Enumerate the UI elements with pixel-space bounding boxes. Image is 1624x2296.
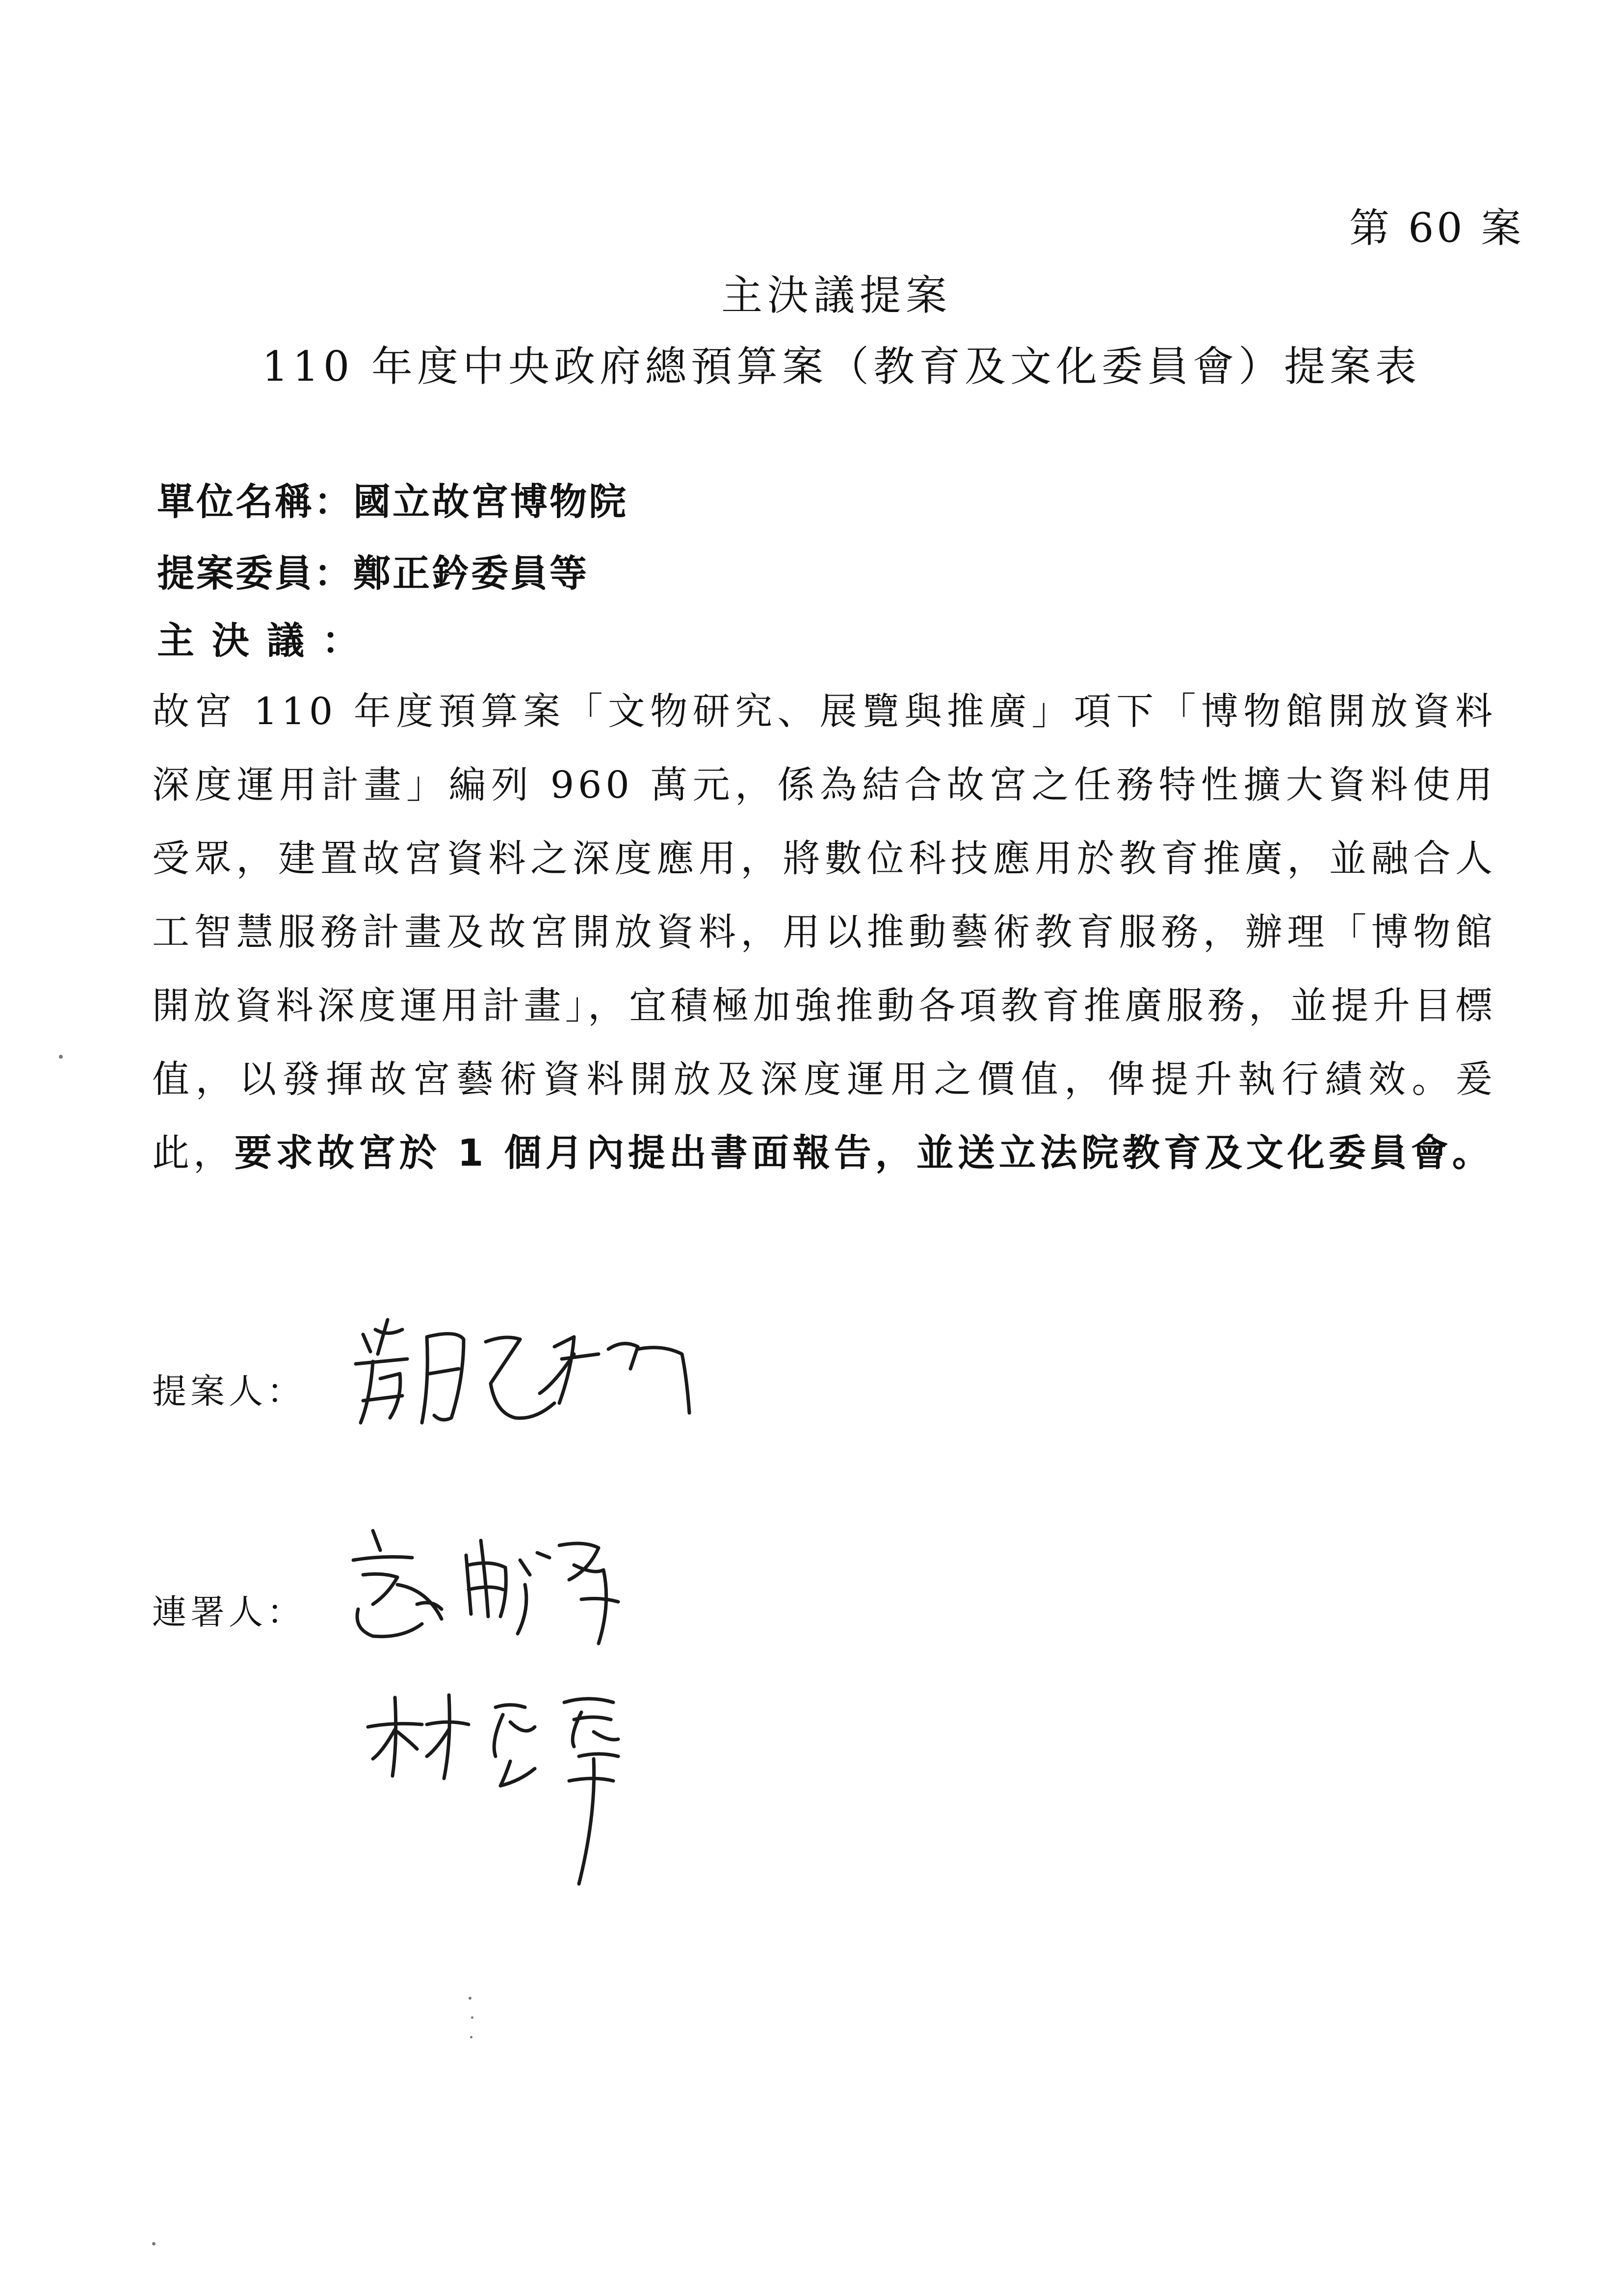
resolution-body-text: 故宮 110 年度預算案「文物研究、展覽與推廣」項下「博物館開放資料深度運用計畫」編列 960 萬元，係為結合故宮之任務特性擴大資料使用受眾，建置故宮資料之深度應用，將數位科技應用於教育推廣，並融合人工智慧服務計畫及故宮開放資料，用以推動藝術教育服務，辦理「博物館開放資料深度運用計畫」，宜積極加強推動各項教育推廣服務，並提升目標值，以發揮故宮藝術資料開放及深度運用之價值，俾提升執行績效。爰此， xyxy=(152,689,1496,1174)
unit-value: 國立故宮博物院 xyxy=(353,480,628,523)
proposer-signature-label: 提案人： xyxy=(152,1371,305,1411)
proposer-label: 提案委員： xyxy=(157,551,353,595)
cosigner-signature-label: 連署人： xyxy=(152,1592,305,1632)
cosigner-signature-2 xyxy=(363,1668,697,1894)
scan-speck xyxy=(470,2036,472,2038)
resolution-body-requirement: 要求故宮於 1 個月內提出書面報告，並送立法院教育及文化委員會。 xyxy=(235,1131,1493,1174)
proposer-field xyxy=(157,544,589,597)
resolution-heading: 主決議： xyxy=(157,619,377,662)
scan-speck xyxy=(152,2242,156,2245)
proposer-value: 鄭正鈐委員等 xyxy=(353,551,589,595)
cosigner-signature-1 xyxy=(343,1511,648,1658)
scan-speck xyxy=(469,1997,471,2000)
scan-speck xyxy=(59,1055,63,1059)
document-subtitle: 110 年度中央政府總預算案（教育及文化委員會）提案表 xyxy=(262,342,1421,391)
unit-field xyxy=(157,472,628,525)
case-number: 第 60 案 xyxy=(1349,205,1524,252)
proposer-signature xyxy=(343,1300,707,1457)
scan-speck xyxy=(471,2016,473,2019)
unit-label: 單位名稱： xyxy=(157,480,353,523)
resolution-body xyxy=(152,675,1496,1190)
document-title: 主決議提案 xyxy=(721,271,952,319)
